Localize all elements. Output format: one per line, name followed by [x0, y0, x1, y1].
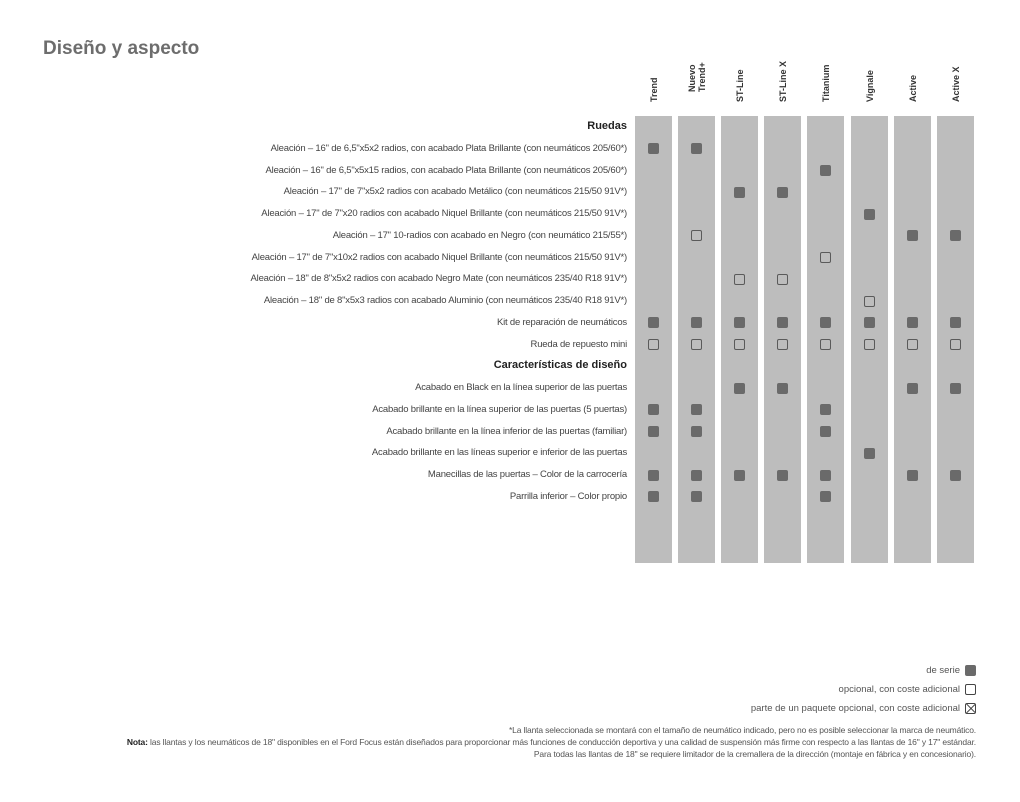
optional-mark-icon	[965, 684, 976, 695]
standard-mark-icon	[907, 470, 918, 481]
standard-mark-icon	[648, 470, 659, 481]
standard-mark-icon	[648, 426, 659, 437]
nota-label: Nota:	[126, 737, 148, 747]
optional-mark-icon	[691, 230, 702, 241]
limiter-footnote: Para todas las llantas de 18" se requiere limitador de la cremallera de la dirección (montaje en fábrica y en concesionario).	[533, 749, 976, 759]
standard-mark-icon	[691, 426, 702, 437]
standard-mark-icon	[950, 383, 961, 394]
optional-mark-icon	[864, 339, 875, 350]
standard-mark-icon	[965, 665, 976, 676]
legend-optional-label: opcional, con coste adicional	[838, 684, 960, 695]
optional-mark-icon	[777, 274, 788, 285]
optional-mark-icon	[820, 252, 831, 263]
legend-package-label: parte de un paquete opcional, con coste adicional	[750, 703, 960, 714]
nota-footnote	[127, 737, 976, 747]
trim-header-label: Vignale	[864, 70, 875, 102]
standard-mark-icon	[734, 470, 745, 481]
trim-header-label: ST-Line	[734, 69, 745, 102]
trim-header-label: ST-Line X	[777, 60, 788, 102]
standard-mark-icon	[864, 209, 875, 220]
optional-mark-icon	[907, 339, 918, 350]
trim-header-label: Active	[907, 74, 918, 102]
package-mark-icon	[965, 703, 976, 714]
standard-mark-icon	[648, 404, 659, 415]
tyre-footnote: *La llanta seleccionada se montará con el tamaño de neumático indicado, pero no es posible seleccionar la marca de neumático.	[509, 725, 976, 735]
standard-mark-icon	[648, 491, 659, 502]
feature-label: Aleación – 17" 10-radios con acabado en Negro (con neumático 215/55*)	[332, 229, 627, 241]
optional-mark-icon	[950, 339, 961, 350]
feature-label: Parrilla inferior – Color propio	[509, 490, 627, 502]
optional-mark-icon	[691, 339, 702, 350]
standard-mark-icon	[691, 404, 702, 415]
standard-mark-icon	[777, 470, 788, 481]
trim-header-label: Active X	[950, 66, 961, 102]
standard-mark-icon	[734, 187, 745, 198]
optional-mark-icon	[820, 339, 831, 350]
standard-mark-icon	[820, 426, 831, 437]
section-heading: Ruedas	[587, 120, 627, 132]
standard-mark-icon	[950, 230, 961, 241]
standard-mark-icon	[691, 470, 702, 481]
optional-mark-icon	[777, 339, 788, 350]
trim-header	[807, 56, 844, 112]
standard-mark-icon	[820, 165, 831, 176]
standard-mark-icon	[691, 317, 702, 328]
standard-mark-icon	[820, 404, 831, 415]
legend-optional	[839, 684, 976, 695]
standard-mark-icon	[734, 317, 745, 328]
standard-mark-icon	[820, 491, 831, 502]
feature-label: Aleación – 17" de 7"x20 radios con acabado Niquel Brillante (con neumáticos 215/50 91V*)	[261, 208, 627, 219]
feature-label: Acabado en Black en la línea superior de las puertas	[415, 382, 627, 393]
feature-label: Manecillas de las puertas – Color de la carrocería	[427, 469, 627, 480]
standard-mark-icon	[777, 187, 788, 198]
trim-header	[764, 56, 801, 112]
trim-header	[721, 56, 758, 112]
trim-header	[851, 56, 888, 112]
standard-mark-icon	[820, 317, 831, 328]
optional-mark-icon	[734, 339, 745, 350]
legend-standard-label: de serie	[926, 665, 960, 676]
feature-label: Aleación – 17" de 7"x10x2 radios con acabado Niquel Brillante (con neumáticos 215/50 91V*)	[251, 251, 627, 263]
trim-header	[678, 56, 715, 112]
feature-label: Aleación – 18" de 8"x5x2 radios con acabado Negro Mate (con neumáticos 235/40 R18 91V*)	[250, 273, 627, 285]
standard-mark-icon	[734, 383, 745, 394]
standard-mark-icon	[907, 383, 918, 394]
feature-label: Acabado brillante en la línea superior de las puertas (5 puertas)	[372, 403, 627, 415]
feature-label: Kit de reparación de neumáticos	[496, 316, 627, 328]
trim-header	[937, 56, 974, 112]
section-heading: Características de diseño	[493, 359, 627, 372]
standard-mark-icon	[907, 230, 918, 241]
optional-mark-icon	[864, 296, 875, 307]
trim-header-label: Nuevo Trend+	[686, 62, 707, 92]
standard-mark-icon	[950, 470, 961, 481]
standard-mark-icon	[864, 317, 875, 328]
standard-mark-icon	[907, 317, 918, 328]
feature-label: Rueda de repuesto mini	[530, 338, 627, 350]
trim-header	[894, 56, 931, 112]
feature-label: Acabado brillante en las líneas superior e inferior de las puertas	[371, 447, 627, 459]
trim-header-label: Trend	[648, 77, 659, 102]
feature-label: Aleación – 17" de 7"x5x2 radios con acabado Metálico (con neumáticos 215/50 91V*)	[283, 186, 627, 198]
standard-mark-icon	[691, 143, 702, 154]
optional-mark-icon	[648, 339, 659, 350]
feature-label: Aleación – 16" de 6,5"x5x15 radios, con acabado Plata Brillante (con neumáticos 205/60*)	[265, 164, 627, 176]
legend-package	[751, 703, 976, 714]
trim-header	[635, 56, 672, 112]
optional-mark-icon	[734, 274, 745, 285]
feature-label: Acabado brillante en la línea inferior de las puertas (familiar)	[386, 425, 627, 437]
standard-mark-icon	[864, 448, 875, 459]
trim-header-label: Titanium	[820, 64, 831, 102]
standard-mark-icon	[950, 317, 961, 328]
standard-mark-icon	[777, 383, 788, 394]
feature-label: Aleación – 18" de 8"x5x3 radios con acabado Aluminio (con neumáticos 235/40 R18 91V*)	[263, 295, 627, 306]
legend-standard	[926, 665, 976, 676]
standard-mark-icon	[648, 317, 659, 328]
nota-text: las llantas y los neumáticos de 18" disponibles en el Ford Focus están diseñados para proporcionar más funciones de conducción deportiva y una calidad de suspensión más firme con respecto a las llantas de 16" y 17" estándar.	[147, 737, 976, 747]
standard-mark-icon	[820, 470, 831, 481]
page-title: Diseño y aspecto	[43, 38, 200, 59]
standard-mark-icon	[648, 143, 659, 154]
feature-label: Aleación – 16" de 6,5"x5x2 radios, con acabado Plata Brillante (con neumáticos 205/60*)	[270, 142, 627, 154]
standard-mark-icon	[777, 317, 788, 328]
standard-mark-icon	[691, 491, 702, 502]
